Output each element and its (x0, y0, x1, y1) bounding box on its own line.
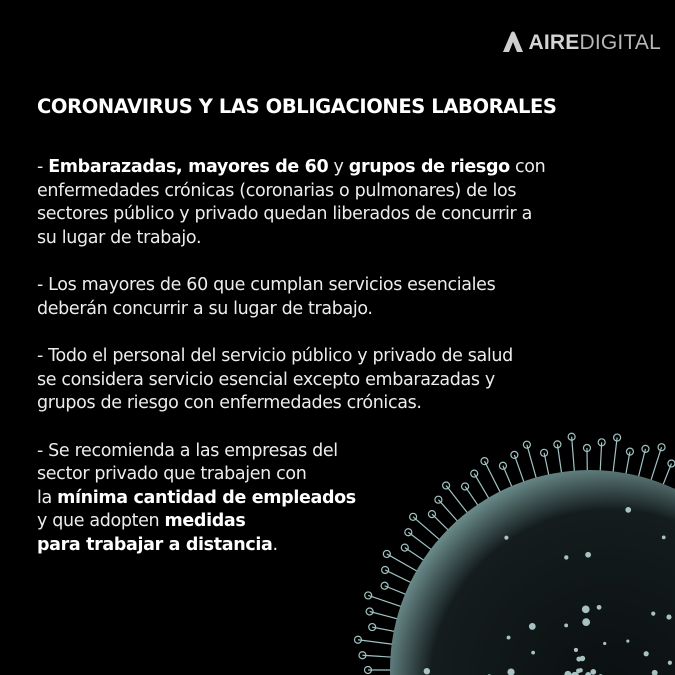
paragraph-3: - Todo el personal del servicio público y privado de salud se considera servicio esencial excepto embarazadas y grupos de riesgo con enfermedades crónicas. (37, 346, 513, 413)
page-title: CORONAVIRUS Y LAS OBLIGACIONES LABORALES (37, 95, 557, 118)
body-text (37, 156, 637, 581)
paragraph-4: - Se recomienda a las empresas del sector privado que trabajen con la mínima cantidad de empleados y que adopten medidas para trabajar a distancia. (37, 440, 356, 555)
aire-digital-logo-icon (501, 30, 525, 54)
paragraph-1: - Embarazadas, mayores de 60 y grupos de riesgo con enfermedades crónicas (coronarias o pulmonares) de los sectores público y privado quedan liberados de concurrir a su lugar de trabajo. (37, 157, 546, 248)
brand-logo (501, 29, 661, 55)
brand-name: AIREDIGITAL (528, 30, 661, 54)
paragraph-2: - Los mayores de 60 que cumplan servicios esenciales deberán concurrir a su lugar de trabajo. (37, 275, 496, 319)
